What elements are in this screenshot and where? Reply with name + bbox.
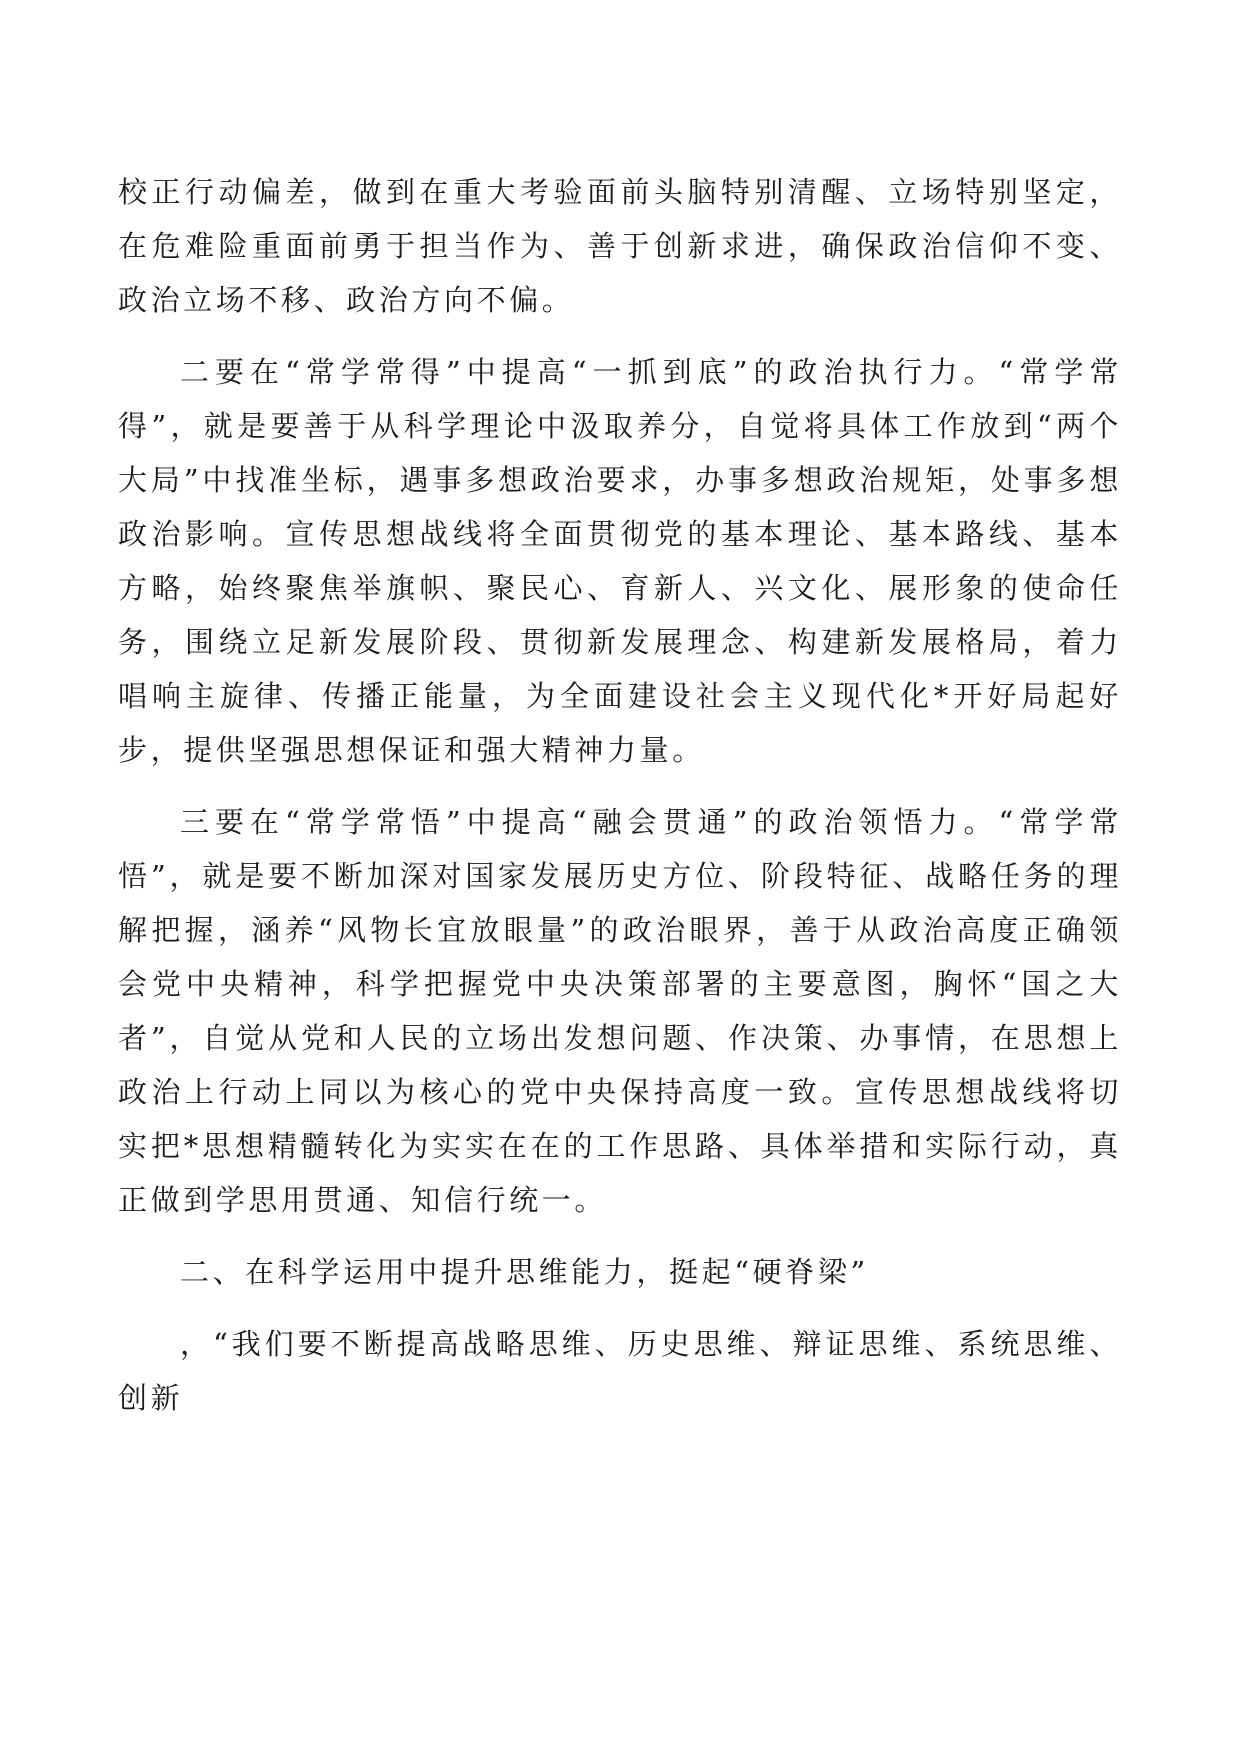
paragraph-continuation: 校正行动偏差，做到在重大考验面前头脑特别清醒、立场特别坚定，在危难险重面前勇于担当作为、善于创新求进，确保政治信仰不变、政治立场不移、政治方向不偏。	[118, 175, 1122, 317]
paragraph-comprehension-ability: 三要在“常学常悟”中提高“融会贯通”的政治领悟力。“常学常悟”，就是要不断加深对国家发展历史方位、阶段特征、战略任务的理解把握，涵养“风物长宜放眼量”的政治眼界，善于从政治高度正确领会党中央精神，科学把握党中央决策部署的主要意图，胸怀“国之大者”，自觉从党和人民的立场出发想问题、作决策、办事情，在思想上政治上行动上同以为核心的党中央保持高度一致。宣传思想战线将切实把*思想精髓转化为实实在在的工作思路、具体举措和实际行动，真正做到学思用贯通、知信行统一。	[118, 805, 1122, 1217]
document-body	[118, 165, 1122, 1443]
section-heading: 二、在科学运用中提升思维能力，挺起“硬脊梁”	[180, 1255, 869, 1289]
paragraph-execution-ability: 二要在“常学常得”中提高“一抓到底”的政治执行力。“常学常得”，就是要善于从科学理论中汲取养分，自觉将具体工作放到“两个大局”中找准坐标，遇事多想政治要求，办事多想政治规矩，处事多想政治影响。宣传思想战线将全面贯彻党的基本理论、基本路线、基本方略，始终聚焦举旗帜、聚民心、育新人、兴文化、展形象的使命任务，围绕立足新发展阶段、贯彻新发展理念、构建新发展格局，着力唱响主旋律、传播正能量，为全面建设社会主义现代化*开好局起好步，提供坚强思想保证和强大精神力量。	[118, 355, 1122, 767]
paragraph-thinking-ability: ，“我们要不断提高战略思维、历史思维、辩证思维、系统思维、创新	[118, 1327, 1122, 1415]
